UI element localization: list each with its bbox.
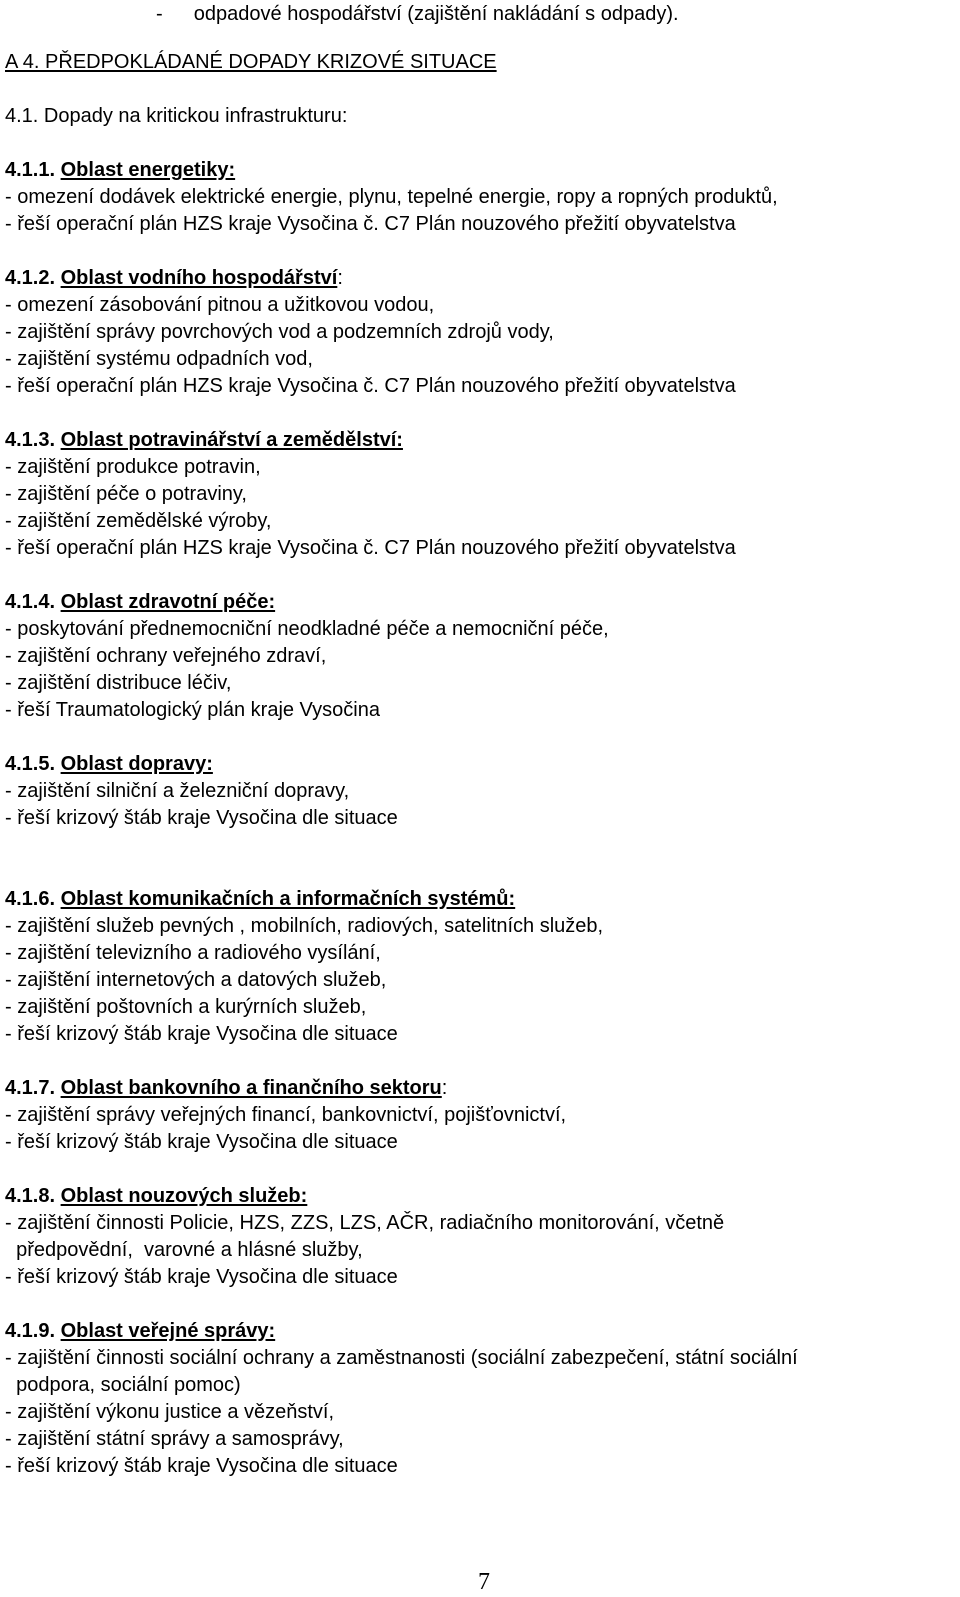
area-heading-health [5, 590, 275, 614]
area-title-suffix: : [337, 267, 343, 289]
top-line [156, 2, 679, 26]
area-title: Oblast energetiky: [60, 159, 236, 181]
list-item: - zajištění výkonu justice a vězeňství, [5, 1401, 335, 1423]
list-item: - řeší Traumatologický plán kraje Vysočina [5, 699, 380, 721]
list-item-continuation: podpora, sociální pomoc) [5, 1374, 241, 1396]
list-item: - řeší operační plán HZS kraje Vysočina č. C7 Plán nouzového přežití obyvatelstva [5, 375, 736, 397]
area-title: Oblast veřejné správy: [60, 1320, 276, 1342]
area-number: 4.1.7. [5, 1077, 56, 1099]
area-heading-transport [5, 752, 213, 776]
area-heading-energetics [5, 158, 235, 182]
list-item: - řeší krizový štáb kraje Vysočina dle situace [5, 1266, 398, 1288]
list-item: - zajištění produkce potravin, [5, 456, 261, 478]
section-title: A 4. PŘEDPOKLÁDANÉ DOPADY KRIZOVÉ SITUACE [5, 51, 497, 73]
area-title-suffix: : [441, 1077, 448, 1099]
area-heading-banking [5, 1076, 447, 1100]
subsection-title: 4.1. Dopady na kritickou infrastrukturu: [5, 105, 348, 127]
area-number: 4.1.1. [5, 159, 56, 181]
area-heading-food [5, 428, 403, 452]
list-item: - zajištění správy veřejných financí, bankovnictví, pojišťovnictví, [5, 1104, 567, 1126]
list-item: - omezení dodávek elektrické energie, plynu, tepelné energie, ropy a ropných produktů, [5, 186, 778, 208]
list-item: - zajištění silniční a železniční dopravy, [5, 780, 350, 802]
list-item: - řeší krizový štáb kraje Vysočina dle situace [5, 1131, 398, 1153]
area-number: 4.1.6. [5, 888, 56, 910]
area-number: 4.1.5. [5, 753, 56, 775]
top-line-text: odpadové hospodářství (zajištění nakládání s odpady). [193, 3, 679, 25]
area-heading-public-admin [5, 1319, 275, 1343]
list-item: - řeší operační plán HZS kraje Vysočina č. C7 Plán nouzového přežití obyvatelstva [5, 213, 736, 235]
area-number: 4.1.2. [5, 267, 56, 289]
area-heading-water [5, 266, 343, 290]
area-title: Oblast nouzových služeb: [60, 1185, 308, 1207]
list-item-continuation: předpovědní, varovné a hlásné služby, [5, 1239, 363, 1261]
list-item: - zajištění internetových a datových služeb, [5, 969, 387, 991]
list-item: - zajištění televizního a radiového vysílání, [5, 942, 381, 964]
area-title: Oblast komunikačních a informačních systémů: [60, 888, 516, 910]
list-item: - zajištění činnosti Policie, HZS, ZZS, LZS, AČR, radiačního monitorování, včetně [5, 1212, 725, 1234]
list-item: - poskytování přednemocniční neodkladné péče a nemocniční péče, [5, 618, 609, 640]
list-item: - řeší krizový štáb kraje Vysočina dle situace [5, 1455, 398, 1477]
list-item: - zajištění systému odpadních vod, [5, 348, 313, 370]
area-title: Oblast bankovního a finančního sektoru [60, 1077, 442, 1099]
area-title: Oblast potravinářství a zemědělství: [60, 429, 403, 451]
area-number: 4.1.3. [5, 429, 56, 451]
list-item: - zajištění správy povrchových vod a podzemních zdrojů vody, [5, 321, 554, 343]
area-heading-emergency [5, 1184, 307, 1208]
area-number: 4.1.9. [5, 1320, 56, 1342]
page-number: 7 [478, 1569, 490, 1595]
list-item: - zajištění poštovních a kurýrních služeb, [5, 996, 367, 1018]
list-item: - zajištění služeb pevných , mobilních, radiových, satelitních služeb, [5, 915, 604, 937]
top-line-dash: - [156, 3, 163, 25]
list-item: - řeší operační plán HZS kraje Vysočina č. C7 Plán nouzového přežití obyvatelstva [5, 537, 736, 559]
area-title: Oblast zdravotní péče: [60, 591, 276, 613]
area-number: 4.1.4. [5, 591, 56, 613]
area-number: 4.1.8. [5, 1185, 56, 1207]
area-title: Oblast dopravy: [60, 753, 213, 775]
list-item: - zajištění distribuce léčiv, [5, 672, 232, 694]
list-item: - zajištění péče o potraviny, [5, 483, 247, 505]
list-item: - zajištění státní správy a samosprávy, [5, 1428, 344, 1450]
list-item: - řeší krizový štáb kraje Vysočina dle situace [5, 1023, 398, 1045]
list-item: - omezení zásobování pitnou a užitkovou vodou, [5, 294, 435, 316]
list-item: - řeší krizový štáb kraje Vysočina dle situace [5, 807, 398, 829]
list-item: - zajištění ochrany veřejného zdraví, [5, 645, 327, 667]
area-heading-communications [5, 887, 515, 911]
list-item: - zajištění činnosti sociální ochrany a zaměstnanosti (sociální zabezpečení, státní sociální [5, 1347, 798, 1369]
area-title: Oblast vodního hospodářství [60, 267, 338, 289]
list-item: - zajištění zemědělské výroby, [5, 510, 272, 532]
